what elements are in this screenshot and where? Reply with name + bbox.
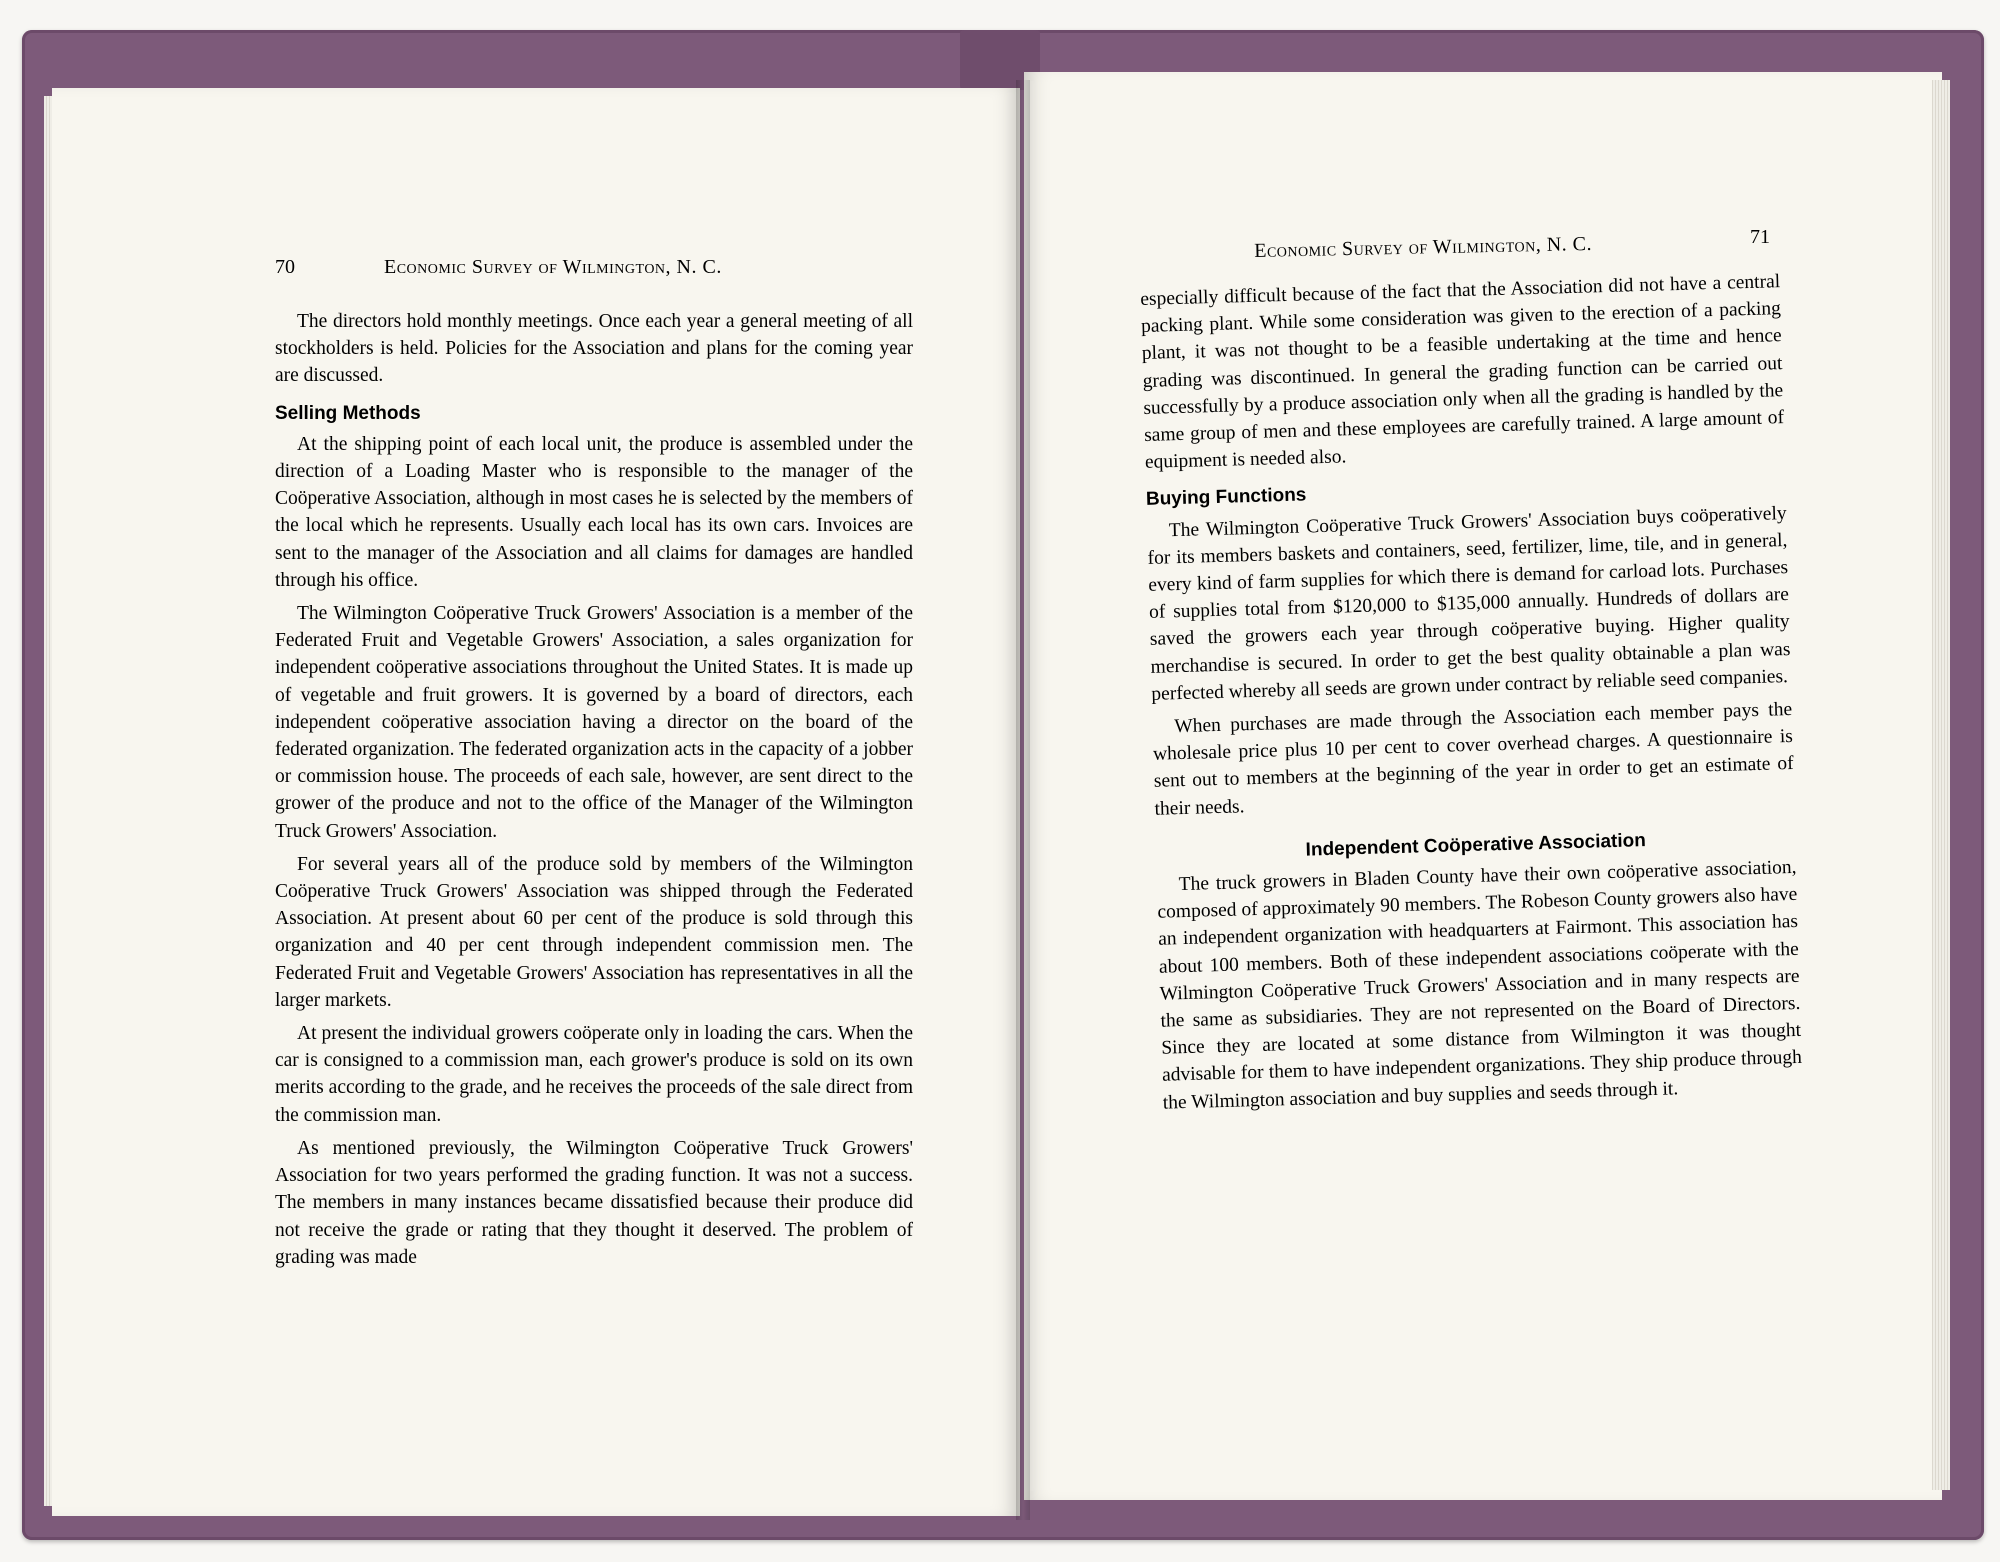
- heading-independent-cooperative: Independent Coöperative Association: [1305, 829, 1647, 861]
- right-page-body: [1140, 268, 1803, 1122]
- paragraph: At the shipping point of each local unit, the produce is assembled under the direction of a Loading Master who is responsible to the manager of the Coöperative Association, although in most cases he is selected by the members of the local which he represents. Usually each local has its own cars. Invoices are sent to the manager of the Association and all claims for damages are handled through his office.: [275, 433, 913, 591]
- paragraph: The Wilmington Coöperative Truck Growers' Association buys coöperatively for its members baskets and containers, seed, fertilizer, lime, tile, and in general, every kind of farm supplies for which there is demand for carload lots. Purchases of supplies total from $120,000 to $135,000 annually. Hundreds of dollars are saved the growers each year through coöperative buying. Higher quality merchandise is secured. In order to get the best quality obtainable a plan was perfected whereby all seeds are grown under contract by reliable seed companies.: [1147, 502, 1791, 705]
- paragraph: especially difficult because of the fact that the Association did not have a central packing plant. While some consideration was given to the erection of a packing plant, it was not thought to be a feasible undertaking at the time and hence grading was discontinued. In general the grading function can be carried out successfully by a produce association only when all the grading is handled by the same group of men and these employees are carefully trained. A large amount of equipment is needed also.: [1140, 271, 1785, 474]
- right-page-number: 71: [1750, 226, 1770, 248]
- paragraph: The Wilmington Coöperative Truck Growers' Association is a member of the Federated Fruit and Vegetable Growers' Association, a sales organization for independent coöperative associations throughout the United States. It is made up of vegetable and fruit growers. It is governed by a board of directors, each independent coöperative association having a director on the board of the federated organization. The federated organization acts in the capacity of a jobber or commission house. The proceeds of each sale, however, are sent direct to the grower of the produce and not to the office of the Manager of the Wilmington Truck Growers' Association.: [275, 603, 913, 842]
- paragraph: When purchases are made through the Association each member pays the wholesale price plus 10 per cent to cover overhead charges. A questionnaire is sent out to members at the beginning of the year in order to get an estimate of their needs.: [1152, 699, 1794, 820]
- right-running-head: Economic Survey of Wilmington, N. C.: [1254, 232, 1593, 262]
- paragraph: The truck growers in Bladen County have their own coöperative association, composed of approximately 90 members. The Robeson County growers also have an independent organization with headquarters at Fairmont. This association has about 100 members. Both of these independent associations coöperate with the Wilmington Coöperative Truck Growers' Association and in many respects are the same as subsidiaries. They are not represented on the Board of Directors. Since they are located at some distance from Wilmington it was thought advisable for them to have independent organizations. They ship produce through the Wilmington association and buy supplies and seeds through it.: [1157, 856, 1803, 1114]
- paragraph: The directors hold monthly meetings. Once each year a general meeting of all stockholders is held. Policies for the Association and plans for the coming year are discussed.: [275, 311, 913, 387]
- page-edges-right: [1932, 80, 1950, 1490]
- paragraph: At present the individual growers coöperate only in loading the cars. When the car is consigned to a commission man, each grower's produce is sold on its own merits according to the grade, and he receives the proceeds of the sale direct from the commission man.: [275, 1023, 913, 1126]
- paragraph: As mentioned previously, the Wilmington Coöperative Truck Growers' Association for two years performed the grading function. It was not a success. The members in many instances became dissatisfied because their produce did not receive the grade or rating that they thought it deserved. The problem of grading was made: [275, 1137, 913, 1268]
- heading-selling-methods: Selling Methods: [275, 402, 421, 424]
- left-page-number: 70: [275, 256, 295, 278]
- left-page-body: [275, 308, 913, 1277]
- left-running-head: Economic Survey of Wilmington, N. C.: [384, 256, 722, 278]
- paragraph: For several years all of the produce sold by members of the Wilmington Coöperative Truck Growers' Association was shipped through the Federated Association. At present about 60 per cent of the produce is sold through this organization and 40 per cent through independent commission men. The Federated Fruit and Vegetable Growers' Association has representatives in all the larger markets.: [275, 853, 913, 1011]
- heading-buying-functions: Buying Functions: [1145, 484, 1307, 511]
- book-gutter: [1016, 80, 1030, 1520]
